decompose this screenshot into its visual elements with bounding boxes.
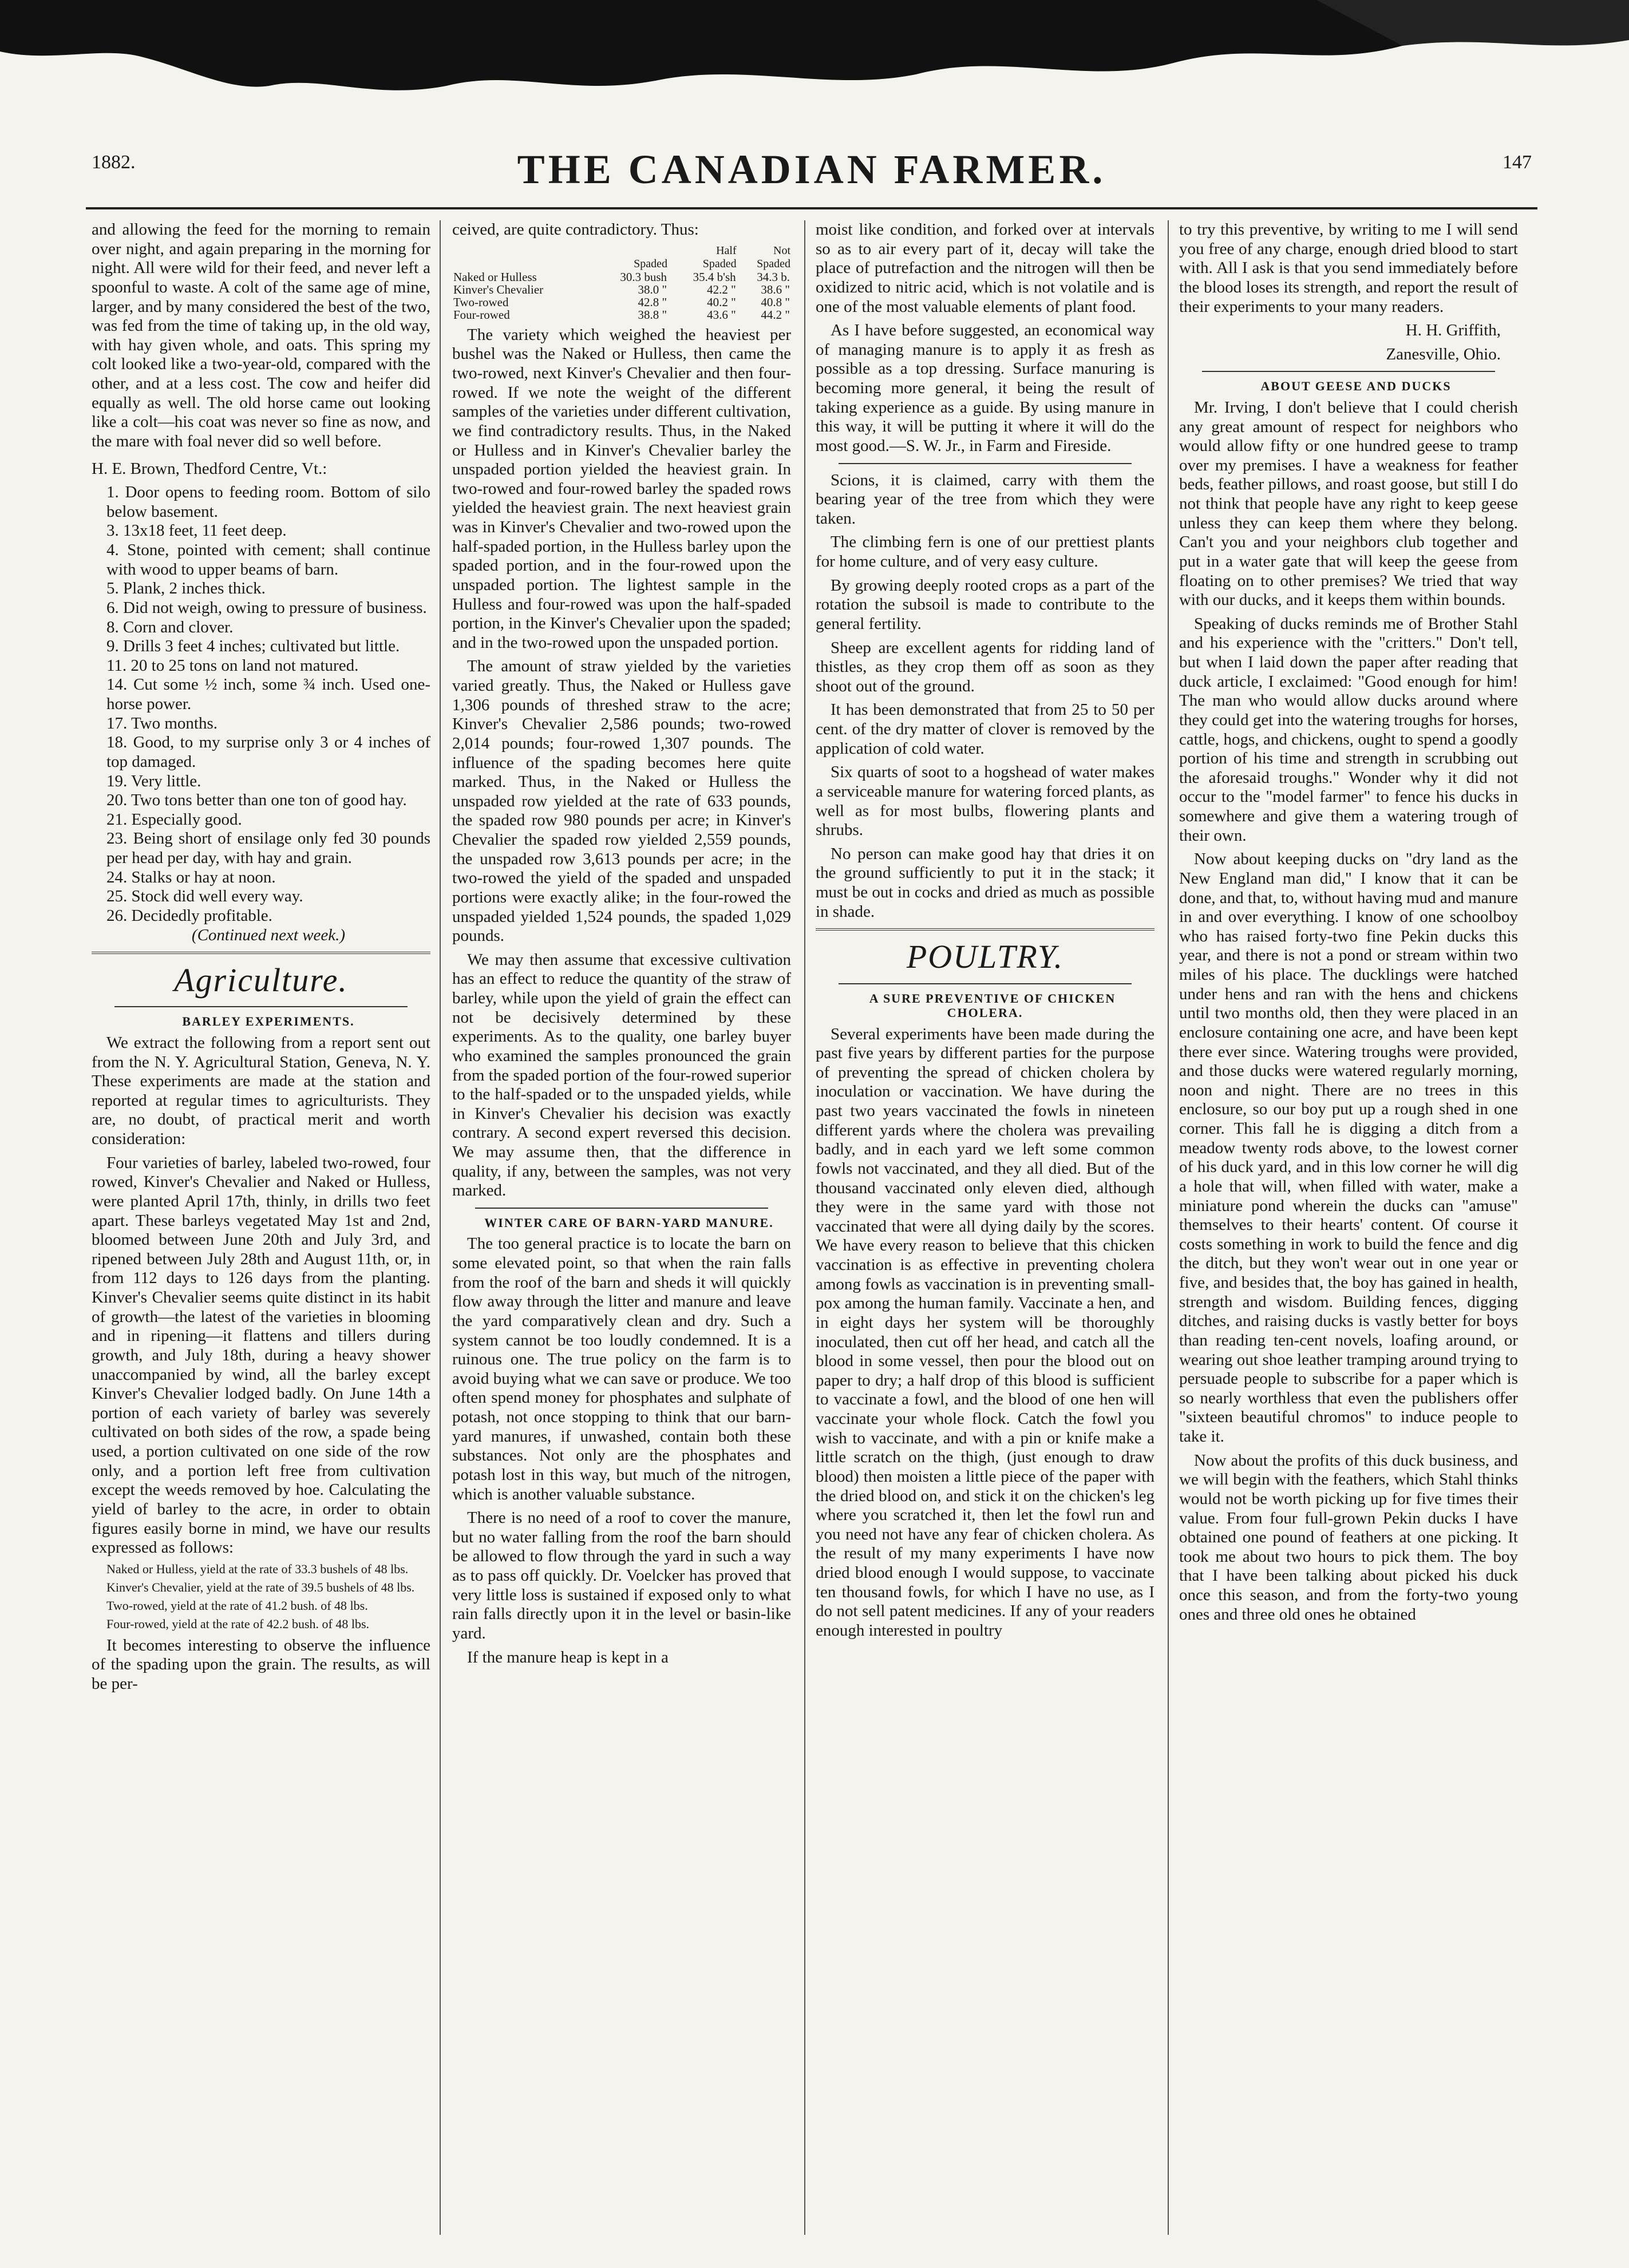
list-item: 6. Did not weigh, owing to pressure of business.	[106, 598, 427, 617]
article-heading: ABOUT GEESE AND DUCKS	[1260, 379, 1452, 394]
list-item: 26. Decidedly profitable.	[106, 906, 272, 925]
table-cell: 43.6 "	[707, 307, 736, 322]
table-row	[452, 283, 791, 296]
column-4	[1179, 220, 1518, 1629]
list-item: 3. 13x18 feet, 11 feet deep.	[106, 521, 287, 540]
paragraph: Four varieties of barley, labeled two-rowed, four rowed, Kinver's Chevalier and Naked or Hulless, were planted April 17th, thinly, in drills two feet apart. These barleys vegetated May 1st and 2nd, bloomed between June 20th and July 3rd, and ripened between July 28th and August 11th, or, in from 112 days to 126 days from the planting. Kinver's Chevalier seems quite distinct in its habit of growth—the latest of the varieties in blooming and in ripening—it flattens and tillers during growth, and July 18th, during a heavy shower unaccompanied by wind, all the barley except Kinver's Chevalier lodged badly. On June 14th a portion of each variety of barley was severely cultivated on both sides of the row, a spade being used, a portion cultivated on one side of the row only, and a portion left free from cultivation except the weeds removed by hoe. Calculating the yield of barley to the acre, in order to obtain figures easily borne in mind, we have our results expressed as follows:	[92, 1153, 430, 1557]
table-cell: 38.6 "	[761, 282, 790, 296]
list-item: 19. Very little.	[106, 771, 201, 790]
table-cell: 44.2 "	[761, 307, 790, 322]
table-row	[452, 271, 791, 283]
table-cell: 38.8 "	[638, 307, 667, 322]
table-row	[452, 308, 791, 321]
masthead-rule	[86, 207, 1537, 209]
yield-list	[92, 1562, 430, 1632]
list-item: 23. Being short of ensilage only fed 30 pounds per head per day, with hay and grain.	[106, 829, 430, 867]
table-cell: 38.0 "	[638, 282, 667, 296]
list-item: 11. 20 to 25 tons on land not matured.	[106, 656, 359, 675]
paragraph: Several experiments have been made during the past five years by different parties for the purpose of preventing the spread of chicken cholera by inoculation or vaccination. We have during the past two years vaccinated the fowls in nineteen different yards where the cholera was prevailing badly, and in each yard we left some common fowls not vaccinated, and they all died. But of the thousand vaccinated only eleven died, although they were in the same yard with those not vaccinated that were all dying daily by the scores. We have every reason to believe that this chicken vaccination is as effective in preventing cholera among fowls as vaccination is in preventing small-pox among the human family. Vaccinate a hen, and in eight days her system will be thoroughly inoculated, then cut off her head, and catch all the blood in some vessel, then pour the blood out on paper to dry; a half drop of this blood is sufficient to vaccinate a fowl, and the blood of one hen will vaccinate your whole flock. Catch the fowl you wish to vaccinate, and with a pin or knife make a little scratch on the thigh, (just enough to draw blood) then moisten a little piece of the paper with the dried blood on, and stick it on the chicken's leg where you scratched it, then let the fowl run and you need not have any fear of chicken cholera. As the result of my many experiments I have now dried blood enough I would suppose, to vaccinate ten thousand fowls, for which I have no use, as I do not sell patent medicines. If any of your readers enough interested in poultry	[816, 1024, 1154, 1640]
paragraph: We extract the following from a report sent out from the N. Y. Agricultural Station, Geneva, N. Y. These experiments are made at the station and reported at regular times to agriculturists. They are, no doubt, of practical merit and worth consideration:	[92, 1033, 430, 1149]
paragraph: The climbing fern is one of our prettiest plants for home culture, and of very easy culture.	[816, 533, 1154, 571]
paragraph: to try this preventive, by writing to me I will send you free of any charge, enough dried blood to start with. All I ask is that you send immediately before the blood loses its strength, and report the result of their experiments to your many readers.	[1179, 220, 1518, 316]
paragraph: and allowing the feed for the morning to remain over night, and again preparing in the morning for night. All were wild for their feed, and never left a spoonful to waste. A colt of the same age of mine, larger, and by many considered the best of the two, was fed from the time of taking up, in the old way, with hay given whole, and oats. This spring my colt looked like a two-year-old, compared with the other, and at a less cost. The cow and heifer did equally as well. The old horse came out looking like a colt—his coat was never so fine as now, and the mare with foal never did so well before.	[92, 220, 430, 450]
paragraph: The variety which weighed the heaviest per bushel was the Naked or Hulless, then came the two-rowed, next Kinver's Chevalier and then four-rowed. If we note the weight of the different samples of the varieties under different cultivation, we find contradictory results. Thus, in the Naked or Hulless and in Kinver's Chevalier barley the unspaded portion yielded the heaviest grain. In two-rowed and four-rowed barley the spaded rows yielded the heaviest grain. The next heaviest grain was in Kinver's Chevalier and two-rowed upon the half-spaded portion, in the Hulless barley upon the spaded portion, and in the four-rowed upon the unspaded portion. The lightest sample in the Hulless and four-rowed was upon the half-spaded portion, in the Kinver's Chevalier upon the spaded; and in the two-rowed upon the unspaded portion.	[452, 325, 791, 652]
table-header: Not	[773, 244, 790, 257]
table-row	[452, 296, 791, 308]
divider	[475, 1208, 768, 1209]
paragraph: Sheep are excellent agents for ridding land of thistles, as they crop them off as soon as they shoot out of the ground.	[816, 638, 1154, 695]
list-item: 4. Stone, pointed with cement; shall continue with wood to upper beams of barn.	[106, 541, 430, 579]
table-header	[593, 244, 668, 258]
paragraph: Mr. Irving, I don't believe that I could cherish any great amount of respect for neighbors who would allow fifty or one hundred geese to tramp over my premises. I have a weakness for feather beds, feather pillows, and roast goose, but still I do not think that people have any right to keep geese unless they can keep them where they belong. Can't you and your neighbors club together and put in a water gate that will keep the geese from floating on to other premises? We tried that way with our ducks, and it keeps them within bounds.	[1179, 398, 1518, 609]
list-item: 20. Two tons better than one ton of good hay.	[106, 791, 407, 810]
article-heading: BARLEY EXPERIMENTS.	[182, 1014, 355, 1029]
table-header	[452, 258, 593, 271]
table-cell: Two-rowed	[453, 295, 509, 309]
list-item: 14. Cut some ½ inch, some ¾ inch. Used one-horse power.	[106, 675, 430, 713]
paragraph: No person can make good hay that dries it on the ground sufficiently to put it in the stack; it must be out in cocks and dried as much as possible in shade.	[816, 844, 1154, 921]
author-name: H. H. Griffith,	[1405, 321, 1501, 340]
table-cell: Naked or Hulless	[453, 270, 537, 284]
list-item: 17. Two months.	[106, 714, 218, 733]
table-header: Spaded	[702, 257, 737, 270]
column-3	[816, 220, 1154, 1645]
paragraph: If the manure heap is kept in a	[467, 1648, 669, 1667]
paragraph: Speaking of ducks reminds me of Brother Stahl and his experience with the "critters." Don't tell, but when I laid down the paper after reading that duck article, I exclaimed: "Good enough for him! The man who would allow ducks around where they could get into the watering troughs for horses, cattle, hogs, and chickens, ought to spend a goodly portion of his time and strength in scrubbing out the aforesaid troughs." Wonder why it did not occur to the "model farmer" to fence his ducks in somewhere and give them a watering trough of their own.	[1179, 614, 1518, 845]
correspondent-signature: H. E. Brown, Thedford Centre, Vt.:	[92, 459, 327, 478]
list-item: 5. Plank, 2 inches thick.	[106, 579, 266, 598]
column-divider	[804, 220, 805, 2235]
list-item: 21. Especially good.	[106, 810, 242, 829]
paragraph: There is no need of a roof to cover the manure, but no water falling from the roof the barn should be allowed to flow through the yard in such a way as to pass off quickly. Dr. Voelcker has proved that very little loss is sustained if exposed only to what rain falls directly upon it in the level or basin-like yard.	[452, 1509, 791, 1642]
divider	[839, 983, 1132, 984]
column-2	[452, 220, 791, 1672]
list-item: Naked or Hulless, yield at the rate of 33.3 bushels of 48 lbs.	[106, 1561, 409, 1576]
continued-note: (Continued next week.)	[191, 925, 346, 944]
section-title: Agriculture.	[174, 961, 348, 999]
table-header: Spaded	[757, 257, 790, 270]
section-title: POULTRY.	[906, 938, 1064, 976]
answer-list	[92, 483, 430, 925]
paragraph: Six quarts of soot to a hogshead of water makes a serviceable manure for watering forced plants, as well as for most bulbs, flowering plants and shrubs.	[816, 763, 1154, 840]
paragraph: It becomes interesting to observe the influence of the spading upon the grain. The results, as will be per-	[92, 1636, 430, 1693]
paragraph: We may then assume that excessive cultivation has an effect to reduce the quantity of the straw of barley, while upon the yield of grain the effect can not be decisively determined by these experiments. As to the quality, one barley buyer who examined the samples pronounced the grain from the spaded portion of the four-rowed superior to the half-spaded or to the unspaded yields, while in Kinver's Chevalier his decision was exactly contrary. A second expert reversed this decision. We may assume then, that the difference in quality, if any, between the samples, was not very marked.	[452, 950, 791, 1200]
article-heading: WINTER CARE OF BARN-YARD MANURE.	[484, 1215, 774, 1230]
torn-page-edge	[0, 0, 1629, 114]
page-number: 147	[1503, 152, 1532, 173]
column-1	[92, 220, 430, 1698]
section-rule	[92, 952, 430, 954]
paragraph: Now about the profits of this duck business, and we will begin with the feathers, which Stahl thinks would not be worth picking up for five times their value. From four full-grown Pekin ducks I have obtained one pound of feathers at one picking. It took me about two hours to pick them. The boy that I have been talking about picked his duck once this season, and from the forty-two young ones and three old ones he obtained	[1179, 1451, 1518, 1624]
section-rule	[816, 928, 1154, 931]
paragraph: Now about keeping ducks on "dry land as the New England man did," I know that it can be done, and that, to, without having mud and manure in and over everything. I know of one schoolboy who has raised forty-two fine Pekin ducks this year, and there is not a pond or stream within two miles of his place. The ducklings were hatched under hens and ran with the hens and chickens until two months old, then they were placed in an enclosure containing one acre, and have been kept there ever since. Watering troughs were provided, and those ducks were watered regularly morning, noon and night. There are no trees in this enclosure, so our boy put up a rough shed in one corner. This fall he is digging a ditch from a meadow twenty rods above, to the lowest corner of his duck yard, and in this low corner he will dig a hole that will, when filled with water, make a miniature pond wherein the ducks can "amuse" themselves to their hearts' content. Of course it costs something in work to build the fence and dig the ditch, but they won't wear out in one year or five, and besides that, the boy has gained in health, strength and wisdom. Building fences, digging ditches, and raising ducks is vastly better for boys than reading ten-cent novels, loafing around, or wearing out shoe leather tramping around trying to persuade people to subscribe for a paper which is so nearly worthless that even the publishers offer "sixteen beautiful chromos" to induce people to take it.	[1179, 850, 1518, 1446]
table-cell: 42.2 "	[707, 282, 736, 296]
divider	[1202, 371, 1495, 372]
list-item: 18. Good, to my surprise only 3 or 4 inches of top damaged.	[106, 733, 430, 771]
paragraph: ceived, are quite contradictory. Thus:	[452, 220, 699, 239]
column-divider	[1168, 220, 1169, 2235]
page-year: 1882.	[92, 152, 136, 173]
paragraph: It has been demonstrated that from 25 to 50 per cent. of the dry matter of clover is removed by the application of cold water.	[816, 700, 1154, 758]
column-divider	[440, 220, 441, 2235]
paragraph: By growing deeply rooted crops as a part of the rotation the subsoil is made to contribute to the general fertility.	[816, 576, 1154, 633]
newspaper-title: THE CANADIAN FARMER.	[517, 147, 1106, 192]
list-item: 8. Corn and clover.	[106, 618, 234, 636]
table-cell: 40.8 "	[761, 295, 790, 309]
list-item: Two-rowed, yield at the rate of 41.2 bush. of 48 lbs.	[106, 1598, 368, 1613]
table-cell: Kinver's Chevalier	[453, 282, 544, 296]
list-item: 1. Door opens to feeding room. Bottom of silo below basement.	[106, 483, 430, 521]
divider	[839, 463, 1132, 464]
table-cell: 35.4 b'sh	[693, 270, 736, 284]
table-cell: 40.2 "	[707, 295, 736, 309]
list-item: 24. Stalks or hay at noon.	[106, 868, 276, 886]
list-item: 9. Drills 3 feet 4 inches; cultivated but little.	[106, 637, 400, 656]
divider	[114, 1006, 408, 1007]
paragraph: As I have before suggested, an economical way of managing manure is to apply it as fresh as possible as a top dressing. Surface manuring is becoming more general, it being the result of taking experience as a guide. By using manure in this way, it will be putting it where it will do the most good.—S. W. Jr., in Farm and Fireside.	[816, 321, 1154, 455]
paragraph: moist like condition, and forked over at intervals so as to air every part of it, decay will take the place of putrefaction and the nitrogen will then be oxidized to nitric acid, which is not volatile and is one of the most valuable elements of plant food.	[816, 220, 1154, 316]
paragraph: The too general practice is to locate the barn on some elevated point, so that when the rain falls from the roof of the barn and sheds it will quickly flow away through the litter and manure and leave the yard comparatively clean and dry. Such a system cannot be too loudly condemned. It is a ruinous one. The true policy on the farm is to avoid buying what we can save or produce. We too often spend money for phosphates and sulphate of potash, not once stopping to think that our barn-yard manures, if unwashed, contain both these substances. Not only are the phosphates and potash lost in this way, but much of the nitrogen, which is another valuable substance.	[452, 1234, 791, 1503]
list-item: Kinver's Chevalier, yield at the rate of 39.5 bushels of 48 lbs.	[106, 1580, 415, 1594]
table-header	[452, 244, 593, 258]
article-heading: A SURE PREVENTIVE OF CHICKEN CHOLERA.	[869, 991, 1116, 1020]
table-cell: Four-rowed	[453, 307, 510, 322]
masthead	[86, 146, 1537, 200]
list-item: 25. Stock did well every way.	[106, 887, 303, 906]
table-cell: 30.3 bush	[620, 270, 667, 284]
table-header: Half	[716, 244, 737, 257]
author-location: Zanesville, Ohio.	[1386, 345, 1501, 363]
table-cell: 34.3 b.	[757, 270, 790, 284]
table-cell: 42.8 "	[638, 295, 667, 309]
list-item: Four-rowed, yield at the rate of 42.2 bush. of 48 lbs.	[106, 1617, 370, 1632]
table-header: Spaded	[634, 257, 668, 270]
paragraph: Scions, it is claimed, carry with them the bearing year of the tree from which they were taken.	[816, 470, 1154, 528]
paragraph: The amount of straw yielded by the varieties varied greatly. Thus, the Naked or Hulless gave 1,306 pounds of threshed straw to the acre; Kinver's Chevalier 2,586 pounds; two-rowed 2,014 pounds; four-rowed 1,307 pounds. The influence of the spading becomes here quite marked. Thus, in the Naked or Hulless the unspaded row yielded at the rate of 633 pounds, the spaded row 980 pounds per acre; in Kinver's Chevalier the spaded row yielded 2,559 pounds, the unspaded row 3,613 pounds per acre; in the two-rowed the yield of the spaded and unspaded portions were exactly alike; in the four-rowed the unspaded yielded 1,524 pounds, the spaded 1,029 pounds.	[452, 657, 791, 945]
barley-yield-table	[452, 244, 791, 321]
